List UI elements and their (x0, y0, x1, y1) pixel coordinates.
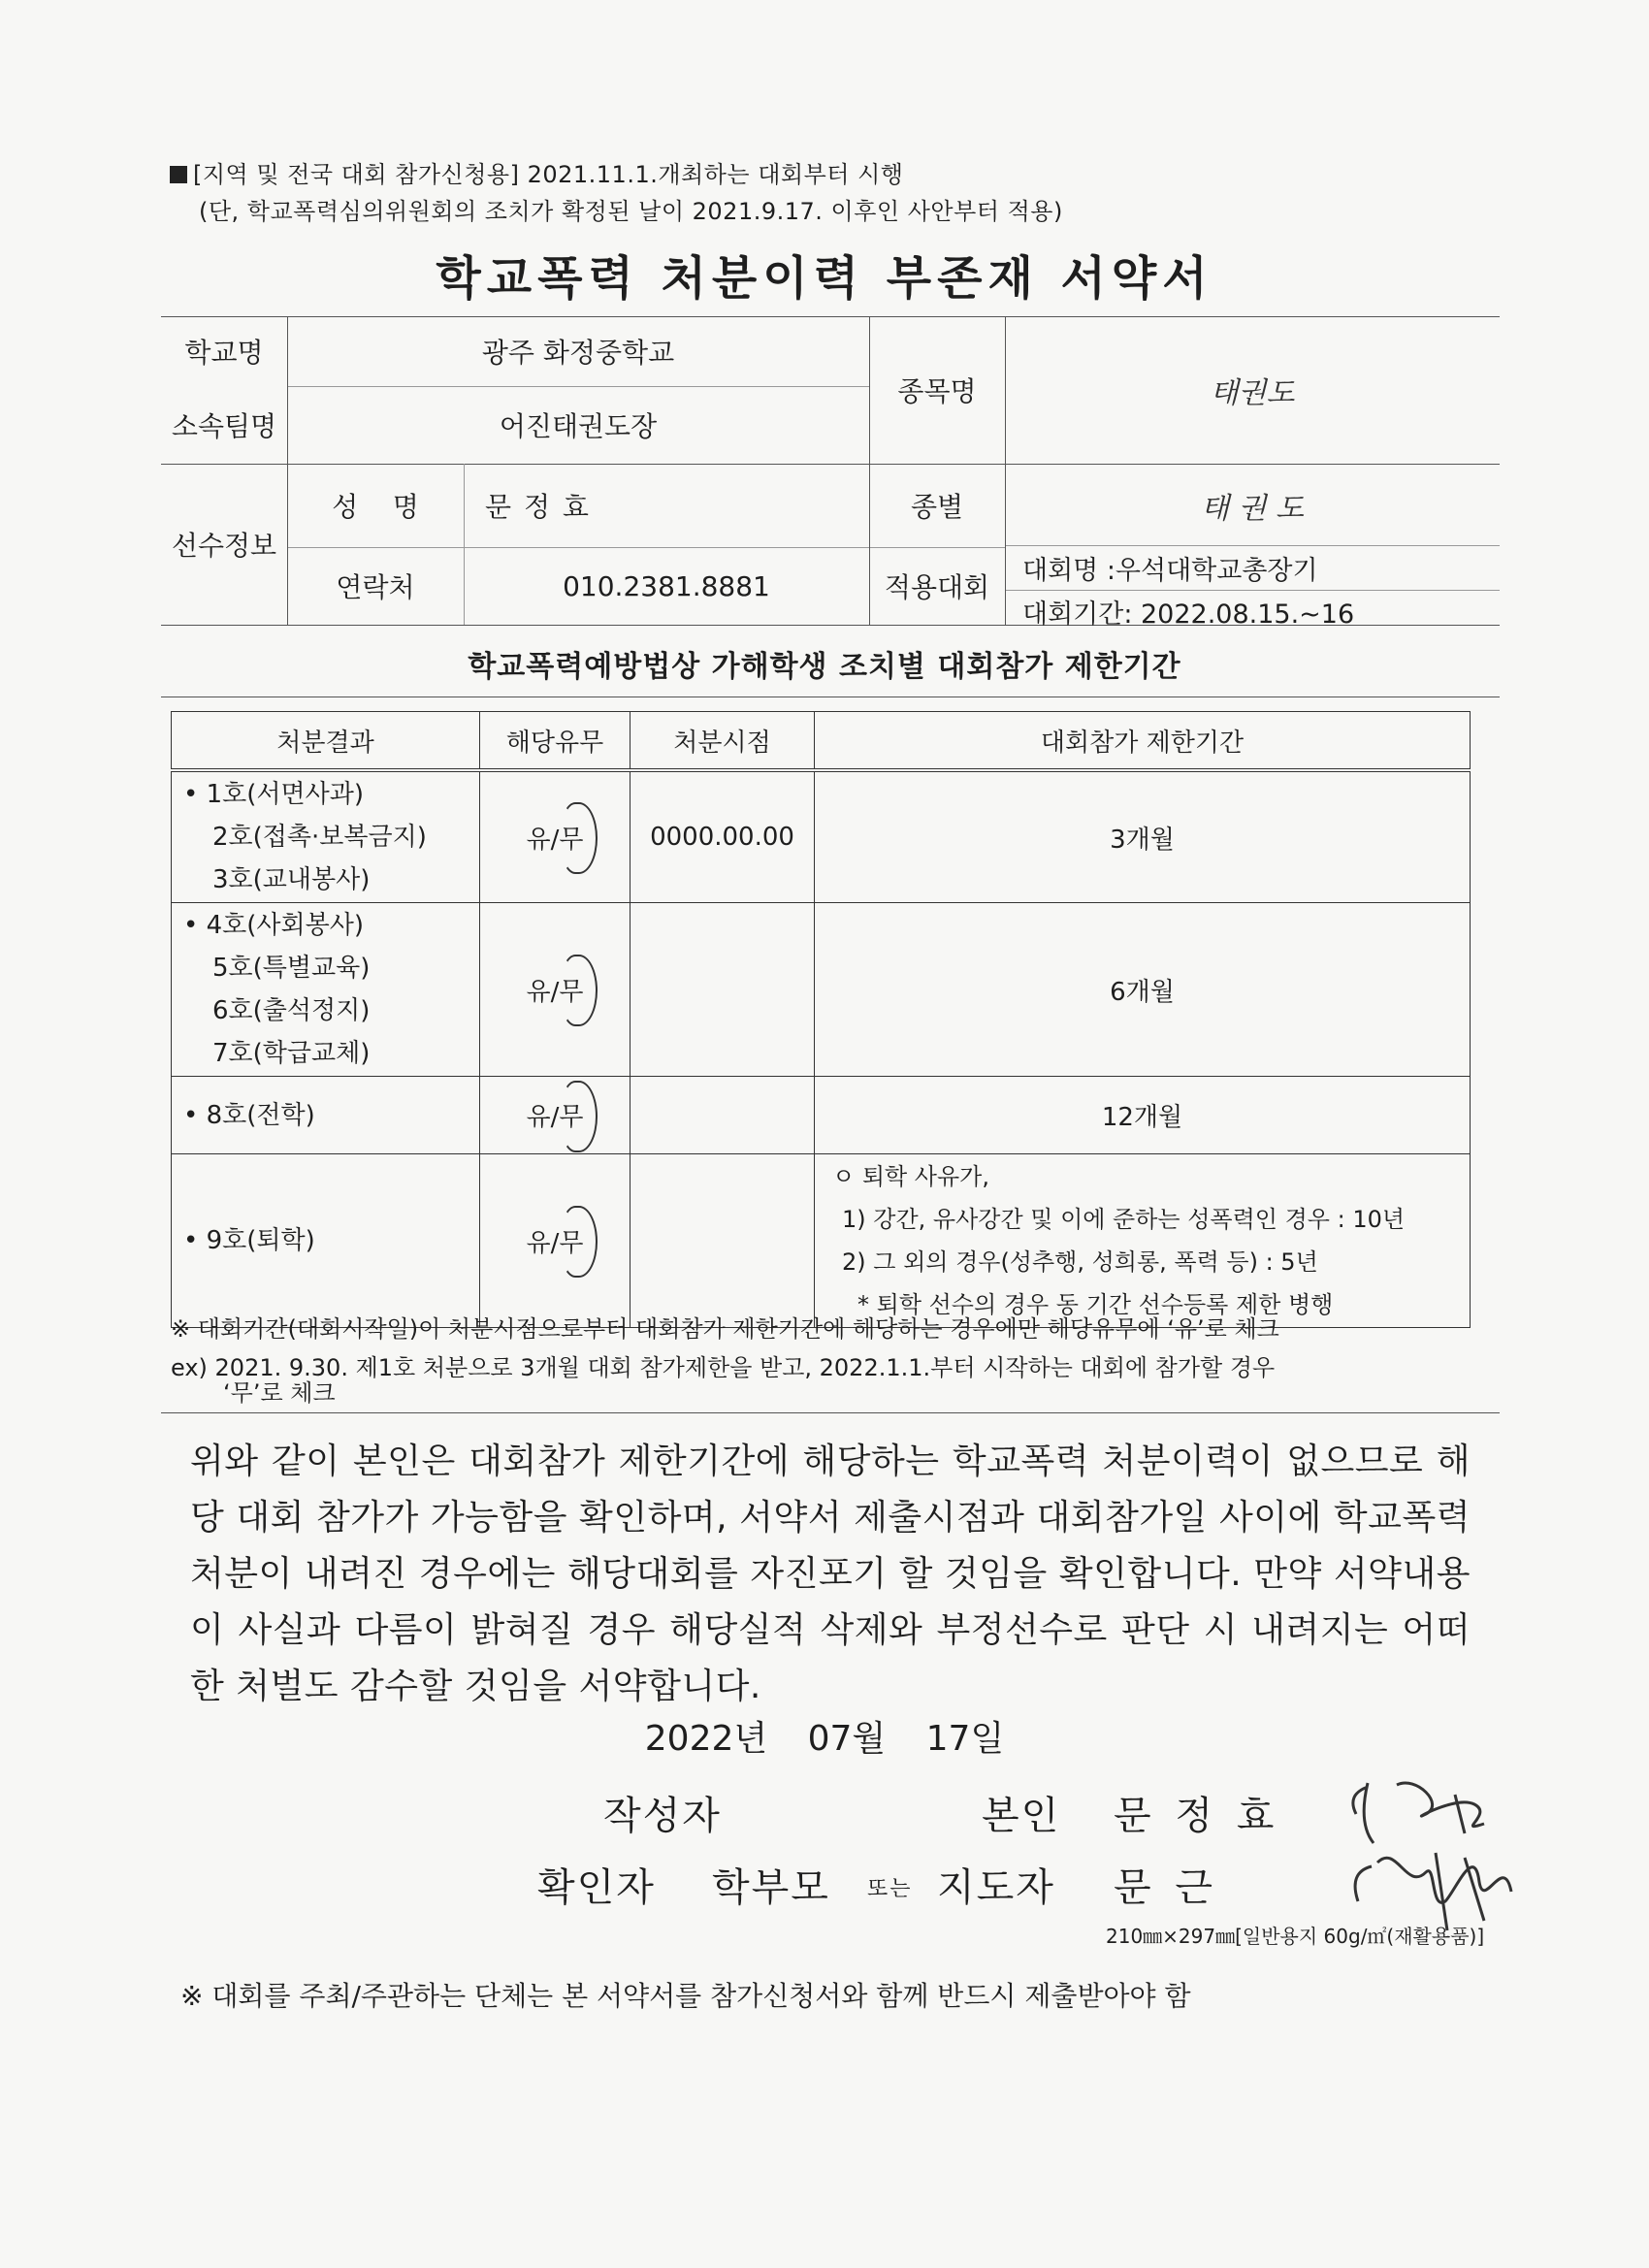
parent-label: 학부모 (712, 1865, 830, 1910)
footnote-2: ex) 2021. 9.30. 제1호 처분으로 3개월 대회 참가제한을 받고, 2022.1.1.부터 시작하는 대회에 참가할 경우 (171, 1354, 1276, 1381)
col-header-date: 처분시점 (630, 712, 815, 771)
coach-name: 문 근 (1114, 1865, 1218, 1910)
or-label: 또는 (867, 1877, 913, 1901)
contact-value: 010.2381.8881 (563, 569, 770, 602)
team-value: 어진태권도장 (499, 410, 658, 442)
applicable-cell: 유/무 (480, 903, 630, 1077)
circle-mark-icon (561, 955, 598, 1026)
paper-spec: 210㎜×297㎜[일반용지 60g/㎡(재활용품)] (1106, 1925, 1485, 1948)
self-name: 문 정 효 (1114, 1794, 1280, 1838)
table-row (172, 1154, 1471, 1328)
writer-label: 작성자 (603, 1794, 722, 1838)
table-row (172, 1077, 1471, 1154)
limit-cell: 3개월 (815, 770, 1471, 903)
footnote-rule (161, 1412, 1500, 1413)
circle-mark-icon (561, 1206, 598, 1278)
square-bullet-icon (170, 166, 187, 183)
event-label: 종별 (910, 491, 964, 523)
date-cell (630, 1077, 815, 1154)
contact-label: 연락처 (336, 571, 415, 603)
date-cell: 0000.00.00 (630, 770, 815, 903)
bottom-note: ※ 대회를 주최/주관하는 단체는 본 서약서를 참가신청서와 함께 반드시 제출받아야 함 (180, 1980, 1191, 2012)
event-value: 태 권 도 (1200, 492, 1304, 526)
table-row (172, 903, 1471, 1077)
school-value: 광주 화정중학교 (481, 337, 675, 369)
result-cell: • 9호(퇴학) (172, 1154, 480, 1328)
applicable-cell: 유/무 (480, 770, 630, 903)
expulsion-limit-cell: ㅇ 퇴학 사유가, 1) 강간, 유사강간 및 이에 준하는 성폭력인 경우 : 10년 2) 그 외의 경우(성추행, 성희롱, 폭력 등) : 5년 * 퇴학 선수의 경우 동 기간 선수등록 제한 병행 (815, 1154, 1471, 1328)
name-label: 성 명 (332, 491, 419, 523)
notice-line-1: [지역 및 전국 대회 참가신청용] 2021.11.1.개최하는 대회부터 시행 (170, 155, 903, 189)
section-title: 학교폭력예방법상 가해학생 조치별 대회참가 제한기간 (468, 650, 1181, 684)
table-header-row (172, 712, 1471, 771)
footnote-1: ※ 대회기간(대회시작일)이 처분시점으로부터 대회참가 제한기간에 해당하는 경우에만 해당유무에 ‘유’로 체크 (171, 1315, 1279, 1343)
team-label: 소속팀명 (171, 410, 277, 442)
school-label: 학교명 (184, 337, 264, 369)
sport-value: 태권도 (1210, 376, 1295, 410)
notice-line-2: (단, 학교폭력심의위원회의 조치가 확정된 날이 2021.9.17. 이후인 사안부터 적용) (199, 198, 1063, 225)
self-label: 본인 (982, 1794, 1061, 1838)
table-row (172, 770, 1471, 903)
coach-label: 지도자 (937, 1865, 1055, 1910)
date-cell (630, 903, 815, 1077)
competition-label: 적용대회 (884, 571, 990, 603)
date-cell (630, 1154, 815, 1328)
name-value: 문 정 효 (485, 491, 591, 523)
col-header-result: 처분결과 (172, 712, 480, 771)
circle-mark-icon (561, 802, 598, 874)
limit-cell: 6개월 (815, 903, 1471, 1077)
col-header-limit: 대회참가 제한기간 (815, 712, 1471, 771)
applicable-cell: 유/무 (480, 1077, 630, 1154)
document-date: 2022년 07월 17일 (644, 1719, 1005, 1759)
document-title: 학교폭력 처분이력 부존재 서약서 (436, 251, 1213, 306)
competition-period: 대회기간: 2022.08.15.~16 (1022, 599, 1355, 630)
result-cell: • 1호(서면사과) 2호(접촉·보복금지) 3호(교내봉사) (172, 770, 480, 903)
sport-label: 종목명 (897, 375, 977, 407)
player-info-label: 선수정보 (171, 530, 277, 562)
circle-mark-icon (561, 1081, 598, 1152)
result-cell: • 8호(전학) (172, 1077, 480, 1154)
competition-name: 대회명 :우석대학교총장기 (1022, 555, 1318, 586)
verifier-label: 확인자 (537, 1865, 656, 1910)
applicable-cell: 유/무 (480, 1154, 630, 1328)
discipline-table (171, 711, 1471, 1328)
pledge-text: 위와 같이 본인은 대회참가 제한기간에 해당하는 학교폭력 처분이력이 없으므로 해당 대회 참가가 가능함을 확인하며, 서약서 제출시점과 대회참가일 사이에 학교폭력 처분이 내려진 경우에는 해당대회를 자진포기 할 것임을 확인합니다. 만약 서약내용이 사실과 다름이 밝혀질 경우 해당실적 삭제와 부정선수로 판단 시 내려지는 어떠한 처벌도 감수할 것임을 서약합니다. (190, 1442, 1471, 1706)
limit-cell: 12개월 (815, 1077, 1471, 1154)
footnote-3: ‘무’로 체크 (223, 1379, 336, 1407)
col-header-applicable: 해당유무 (480, 712, 630, 771)
result-cell: • 4호(사회봉사) 5호(특별교육) 6호(출석정지) 7호(학급교체) (172, 903, 480, 1077)
